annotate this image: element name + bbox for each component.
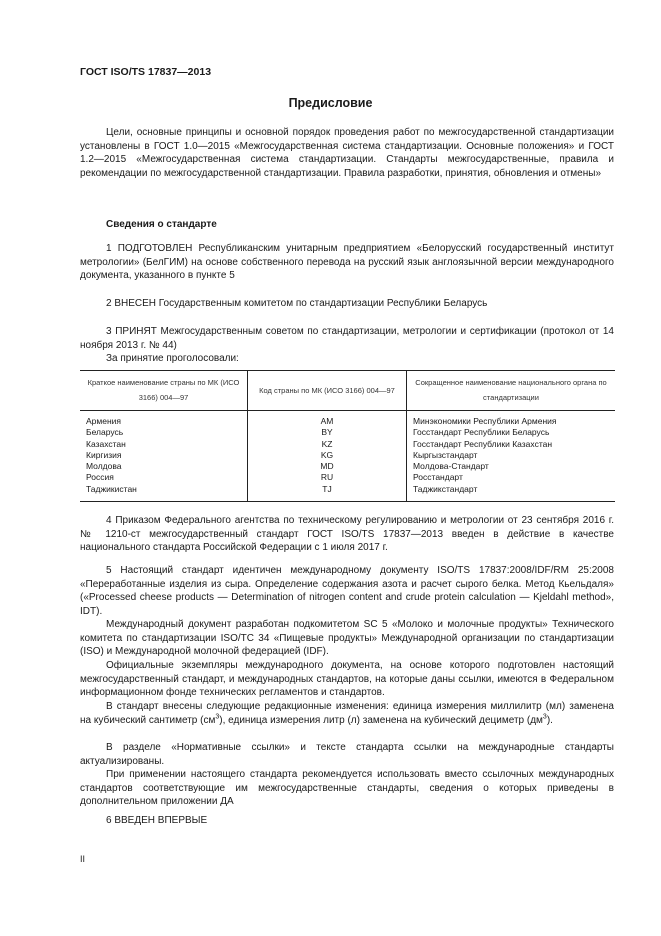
item-6: 6 ВВЕДЕН ВПЕРВЫЕ (106, 815, 208, 826)
item-5-recommendation: При применении настоящего стандарта рекомендуется использовать вместо ссылочных международных стандартов соответствующие им межгосударственные стандарты, сведения о которых приведены в дополнительном приложении ДА (80, 769, 614, 808)
country-name: Армения (86, 416, 122, 426)
document-header: ГОСТ ISO/TS 17837—2013 (80, 66, 212, 78)
country-name: Киргизия (86, 449, 122, 460)
editorial-text-part: ), единица измерения литр (л) заменена на кубический дециметр (дм (219, 714, 543, 726)
editorial-text-part: В стандарт внесены следующие редакционные изменения: единица измерения миллилитр (мл) заменена на кубический сантиметр (см (80, 701, 614, 726)
member-states-table (80, 370, 615, 502)
standards-body: Минэкономики Республики Армения (413, 416, 557, 426)
standards-body: Госстандарт Республики Казахстан (413, 438, 553, 449)
col-header-code: Код страны по МК (ИСО 3166) 004—97 (248, 371, 407, 411)
country-code: RU (320, 472, 334, 483)
standards-body: Таджикстандарт (413, 483, 478, 494)
standards-body: Росстандарт (413, 472, 463, 483)
item-5-development: Международный документ разработан подкомитетом SC 5 «Молоко и молочные продукты» Технического комитета по стандартизации ISO/TC 34 «Пищевые продукты» Международной организации по стандартизации (ISO) и Международной молочной федерацией (IDF). (80, 619, 614, 658)
country-name: Молдова (86, 461, 122, 472)
code-column (248, 411, 407, 502)
item-5-normative-refs: В разделе «Нормативные ссылки» и тексте стандарта ссылки на международные стандарты актуализированы. (80, 742, 614, 767)
item-2: 2 ВНЕСЕН Государственным комитетом по стандартизации Республики Беларусь (106, 298, 488, 309)
country-code: KZ (321, 438, 333, 449)
country-column (80, 411, 248, 502)
country-code: KG (320, 449, 334, 460)
superscript: 3 (542, 713, 547, 721)
page-title: Предисловие (288, 96, 373, 110)
intro-paragraph: Цели, основные принципы и основной порядок проведения работ по межгосударственной стандартизации установлены в ГОСТ 1.0—2015 «Межгосударственная система стандартизации. Основные положения» и ГОСТ 1.2—2015 «Межгосударственная система стандартизации. Стандарты межгосударственные, правила и рекомендации по межгосударственной стандартизации. Правила разработки, принятия, обновления и отмены» (80, 127, 614, 179)
item-5-editorial-changes (80, 700, 614, 727)
item-3: 3 ПРИНЯТ Межгосударственным советом по стандартизации, метрологии и сертификации (протокол от 14 ноября 2013 г. № 44) (80, 326, 614, 351)
standards-body: Кыргызстандарт (413, 449, 478, 460)
standards-body: Госстандарт Республики Беларусь (413, 427, 550, 438)
editorial-text-part: ). (546, 714, 553, 726)
country-code: MD (320, 461, 334, 472)
country-code: AM (320, 416, 334, 426)
country-name: Россия (86, 472, 114, 483)
item-1: 1 ПОДГОТОВЛЕН Республиканским унитарным предприятием «Белорусский государственный институт метрологии» (БелГИМ) на основе собственного перевода на русский язык англоязычной версии международного документа, указанного в пункте 5 (80, 243, 614, 282)
item-5-official-copies: Официальные экземпляры международного документа, на основе которого подготовлен настоящий межгосударственный стандарт, и международных стандартов, на которые даны ссылки, имеются в Федеральном информационном фонде технических регламентов и стандартов. (80, 660, 614, 699)
item-5: 5 Настоящий стандарт идентичен международному документу ISO/TS 17837:2008/IDF/RM 25:2008 «Переработанные изделия из сыра. Определение содержания азота и расчет сырого белка. Метод Кьельдаля» («Processed cheese products — Determination of nitrogen content and crude protein calculation — Kjeldahl method», IDT). (80, 565, 614, 617)
superscript: 3 (215, 713, 220, 721)
voted-label: За принятие проголосовали: (106, 353, 239, 364)
col-header-body: Сокращенное наименование национального органа по стандартизации (407, 371, 616, 411)
section-title: Сведения о стандарте (106, 219, 217, 230)
body-column (407, 411, 616, 502)
country-code: TJ (322, 483, 332, 494)
country-name: Казахстан (86, 438, 126, 449)
table-body-row (80, 411, 615, 502)
standards-body: Молдова-Стандарт (413, 461, 489, 472)
page-number: II (80, 854, 86, 864)
col-header-country: Краткое наименование страны по МК (ИСО 3166) 004—97 (80, 371, 248, 411)
country-name: Беларусь (86, 427, 124, 438)
item-4: 4 Приказом Федерального агентства по техническому регулированию и метрологии от 23 сентября 2016 г. № 1210-ст межгосударственный стандарт ГОСТ ISO/TS 17837—2013 введен в действие в качестве национального стандарта Российской Федерации с 1 июля 2017 г. (80, 515, 614, 554)
country-name: Таджикистан (86, 483, 137, 494)
country-code: BY (321, 427, 333, 438)
